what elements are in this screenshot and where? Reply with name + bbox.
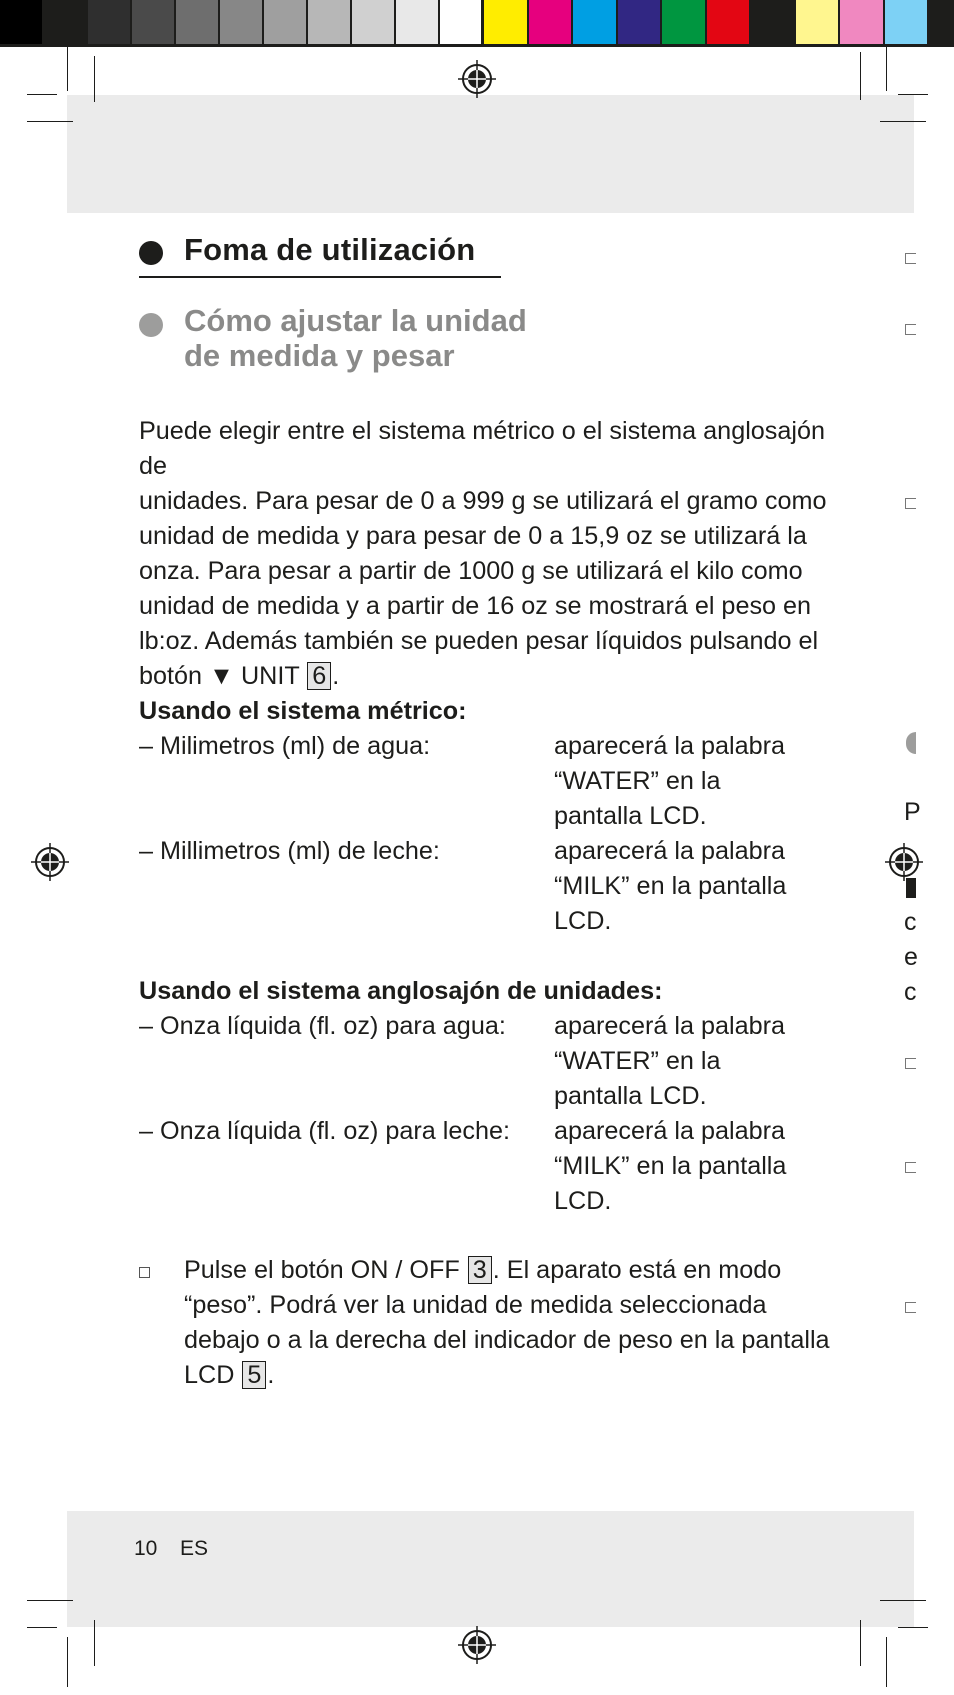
imperial-section-title: Usando el sistema anglosajón de unidades: <box>139 977 663 1005</box>
paragraph-line: Puede elegir entre el sistema métrico o el sistema anglosajón de <box>139 417 826 480</box>
registration-mark-icon <box>458 60 496 98</box>
fragment-bullet-icon <box>906 732 916 754</box>
fragment-checkbox-icon <box>905 1162 916 1173</box>
row-value-line: aparecerá la palabra <box>554 837 786 865</box>
gray-swatch <box>264 0 308 47</box>
heading-bullet-icon <box>139 241 163 265</box>
gray-swatch <box>396 0 440 47</box>
row-value <box>554 729 814 834</box>
metric-row-milk <box>139 834 839 939</box>
paragraph-line: unidades. Para pesar de 0 a 999 g se utilizará el gramo como <box>139 487 827 515</box>
gray-swatch <box>440 0 484 47</box>
crop-mark <box>886 47 887 91</box>
crop-mark <box>67 47 68 91</box>
registration-mark-icon <box>31 843 69 881</box>
paragraph-line <box>139 659 829 694</box>
step-checkbox-icon <box>139 1267 150 1278</box>
imperial-row-water <box>139 1009 839 1114</box>
crop-mark <box>898 1627 928 1628</box>
fragment-text: c <box>904 908 917 936</box>
crop-mark <box>27 94 57 95</box>
intro-paragraph <box>139 414 829 694</box>
footer-panel <box>67 1511 914 1627</box>
crop-mark <box>67 1637 68 1687</box>
metric-section-title: Usando el sistema métrico: <box>139 697 467 725</box>
crop-mark <box>886 1637 887 1687</box>
fragment-checkbox-icon <box>905 253 916 264</box>
row-value <box>554 834 814 939</box>
row-value-line: “WATER” en la <box>554 767 721 795</box>
process-color-swatch <box>484 0 529 47</box>
row-value-line: aparecerá la palabra <box>554 1117 786 1145</box>
crop-mark <box>94 56 95 102</box>
imperial-row-milk <box>139 1114 839 1219</box>
gray-swatch <box>44 0 88 47</box>
process-color-calibration-bar <box>484 0 929 47</box>
part-reference-6: 6 <box>307 662 331 690</box>
subsection-heading-line: Cómo ajustar la unidad <box>184 303 527 338</box>
instruction-step <box>184 1253 834 1393</box>
grayscale-calibration-bar <box>0 0 484 47</box>
step-line: debajo o a la derecha del indicador de peso en la pantalla <box>184 1326 830 1354</box>
row-label: – Onza líquida (fl. oz) para leche: <box>139 1117 511 1145</box>
header-panel <box>67 95 914 213</box>
gray-swatch <box>220 0 264 47</box>
fragment-checkbox-icon <box>905 1302 916 1313</box>
step-text: . <box>267 1361 275 1389</box>
fragment-checkbox-icon <box>905 324 916 335</box>
process-color-swatch <box>796 0 841 47</box>
process-color-swatch <box>529 0 574 47</box>
part-reference-5: 5 <box>242 1361 266 1389</box>
crop-mark <box>898 94 928 95</box>
paragraph-text: botón ▼ UNIT <box>139 662 300 690</box>
process-color-swatch <box>662 0 707 47</box>
fragment-checkbox-icon <box>905 498 916 509</box>
process-color-swatch <box>751 0 796 47</box>
crop-mark <box>880 1600 926 1601</box>
paragraph-line: onza. Para pesar a partir de 1000 g se utilizará el kilo como <box>139 557 803 585</box>
crop-mark <box>94 1620 95 1666</box>
row-value-line: pantalla LCD. <box>554 1082 707 1110</box>
process-color-swatch <box>618 0 663 47</box>
fragment-text: c <box>904 978 917 1006</box>
row-value-line: aparecerá la palabra <box>554 1012 786 1040</box>
subsection-heading <box>184 303 664 373</box>
gray-swatch <box>88 0 132 47</box>
row-label: – Onza líquida (fl. oz) para agua: <box>139 1012 506 1040</box>
crop-mark <box>860 1620 861 1666</box>
crop-mark <box>27 1600 73 1601</box>
step-text: LCD <box>184 1361 235 1389</box>
gray-swatch <box>0 0 44 47</box>
row-value-line: pantalla LCD. <box>554 802 707 830</box>
row-value-line: LCD. <box>554 907 612 935</box>
subsection-heading-line: de medida y pesar <box>184 338 455 373</box>
row-value-line: LCD. <box>554 1187 612 1215</box>
paragraph-line: unidad de medida y a partir de 16 oz se mostrará el peso en <box>139 592 812 620</box>
step-text: . El aparato está en modo <box>492 1256 782 1284</box>
row-value <box>554 1114 814 1219</box>
step-line: “peso”. Podrá ver la unidad de medida seleccionada <box>184 1291 767 1319</box>
part-reference-3: 3 <box>468 1256 492 1284</box>
row-value-line: “MILK” en la pantalla <box>554 872 787 900</box>
crop-mark <box>860 52 861 100</box>
crop-mark <box>880 121 926 122</box>
step-line <box>184 1358 834 1393</box>
gray-swatch <box>132 0 176 47</box>
step-text: Pulse el botón ON / OFF <box>184 1256 460 1284</box>
row-value-line: “WATER” en la <box>554 1047 721 1075</box>
process-color-swatch <box>885 0 930 47</box>
language-code: ES <box>180 1537 209 1560</box>
crop-mark <box>27 121 73 122</box>
gray-swatch <box>308 0 352 47</box>
gray-swatch <box>176 0 220 47</box>
step-line <box>184 1253 834 1288</box>
registration-mark-icon <box>458 1626 496 1664</box>
page-number: 10 <box>134 1537 158 1560</box>
row-value <box>554 1009 814 1114</box>
fragment-text: e <box>904 943 918 971</box>
paragraph-line: lb:oz. Además también se pueden pesar líquidos pulsando el <box>139 627 819 655</box>
row-label: – Milimetros (ml) de agua: <box>139 732 431 760</box>
paragraph-line: unidad de medida y para pesar de 0 a 15,9 oz se utilizará la <box>139 522 807 550</box>
row-value-line: aparecerá la palabra <box>554 732 786 760</box>
fragment-checkbox-icon <box>905 1058 916 1069</box>
subheading-bullet-icon <box>139 313 163 337</box>
metric-row-water <box>139 729 839 834</box>
fragment-bold-glyph <box>906 878 916 898</box>
crop-mark <box>27 1627 57 1628</box>
fragment-text: P <box>904 798 921 826</box>
heading-underline <box>139 276 501 278</box>
paragraph-text: . <box>332 662 340 690</box>
row-label: – Millimetros (ml) de leche: <box>139 837 440 865</box>
registration-mark-icon <box>885 843 923 881</box>
process-color-swatch <box>707 0 752 47</box>
row-value-line: “MILK” en la pantalla <box>554 1152 787 1180</box>
gray-swatch <box>352 0 396 47</box>
section-heading: Foma de utilización <box>184 232 476 267</box>
process-color-swatch <box>840 0 885 47</box>
process-color-swatch <box>573 0 618 47</box>
